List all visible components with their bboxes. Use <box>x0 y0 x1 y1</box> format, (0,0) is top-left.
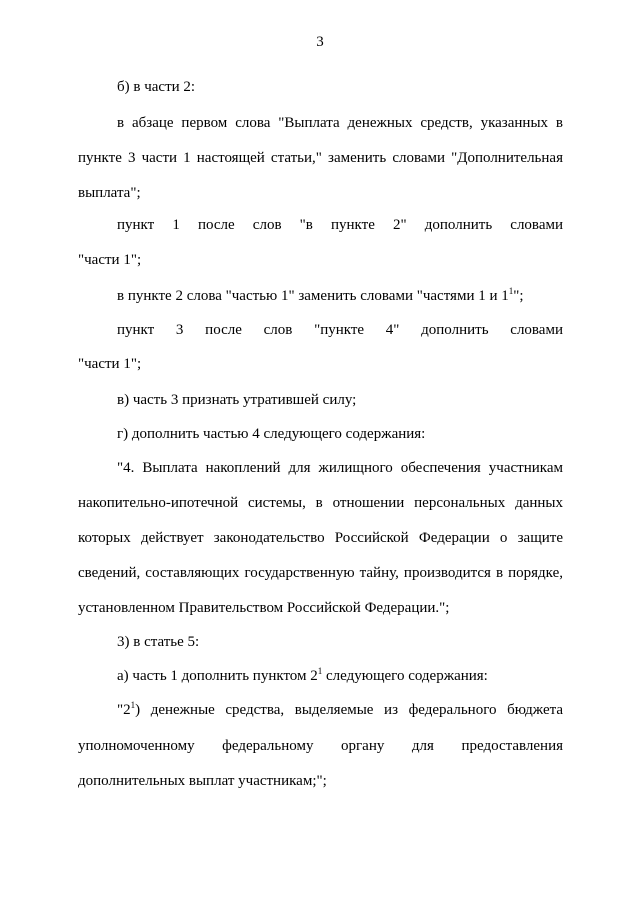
paragraph-line: установленном Правительством Российской Федерации."; <box>78 600 450 616</box>
paragraph-line: которых действует законодательство Российской Федерации о защите <box>78 530 563 546</box>
paragraph-line <box>117 700 563 720</box>
line-text: следующего содержания: <box>322 668 488 684</box>
superscript: 1 <box>130 700 136 710</box>
paragraph-line: выплата"; <box>78 185 141 201</box>
paragraph-line: г) дополнить частью 4 следующего содержания: <box>117 426 426 442</box>
paragraph-line: уполномоченному федеральному органу для предоставления <box>78 738 563 754</box>
line-text: "; <box>513 288 524 304</box>
paragraph-line <box>117 286 524 306</box>
paragraph-line: "части 1"; <box>78 356 142 372</box>
paragraph-line: 3) в статье 5: <box>117 634 200 650</box>
paragraph-line: дополнительных выплат участникам;"; <box>78 773 327 789</box>
line-text: ) денежные средства, выделяемые из федерального бюджета <box>135 702 563 718</box>
superscript: 1 <box>508 286 514 296</box>
superscript: 1 <box>317 666 323 676</box>
paragraph-line: пункте 3 части 1 настоящей статьи," заменить словами "Дополнительная <box>78 150 563 166</box>
paragraph-line: пункт 1 после слов "в пункте 2" дополнить словами <box>117 217 563 233</box>
page-number: 3 <box>316 34 324 50</box>
line-text: а) часть 1 дополнить пунктом 2 <box>117 668 318 684</box>
paragraph-line: в) часть 3 признать утратившей силу; <box>117 392 357 408</box>
paragraph-line: пункт 3 после слов "пункте 4" дополнить словами <box>117 322 563 338</box>
paragraph-line: б) в части 2: <box>117 79 196 95</box>
line-text: в пункте 2 слова "частью 1" заменить словами "частями 1 и 1 <box>117 288 509 304</box>
paragraph-line: сведений, составляющих государственную тайну, производится в порядке, <box>78 565 563 581</box>
paragraph-line: в абзаце первом слова "Выплата денежных средств, указанных в <box>117 115 563 131</box>
paragraph-line: накопительно-ипотечной системы, в отношении персональных данных <box>78 495 563 511</box>
paragraph-line: "4. Выплата накоплений для жилищного обеспечения участникам <box>117 460 563 476</box>
line-text: "2 <box>117 702 131 718</box>
paragraph-line: "части 1"; <box>78 252 142 268</box>
paragraph-line <box>117 666 488 686</box>
